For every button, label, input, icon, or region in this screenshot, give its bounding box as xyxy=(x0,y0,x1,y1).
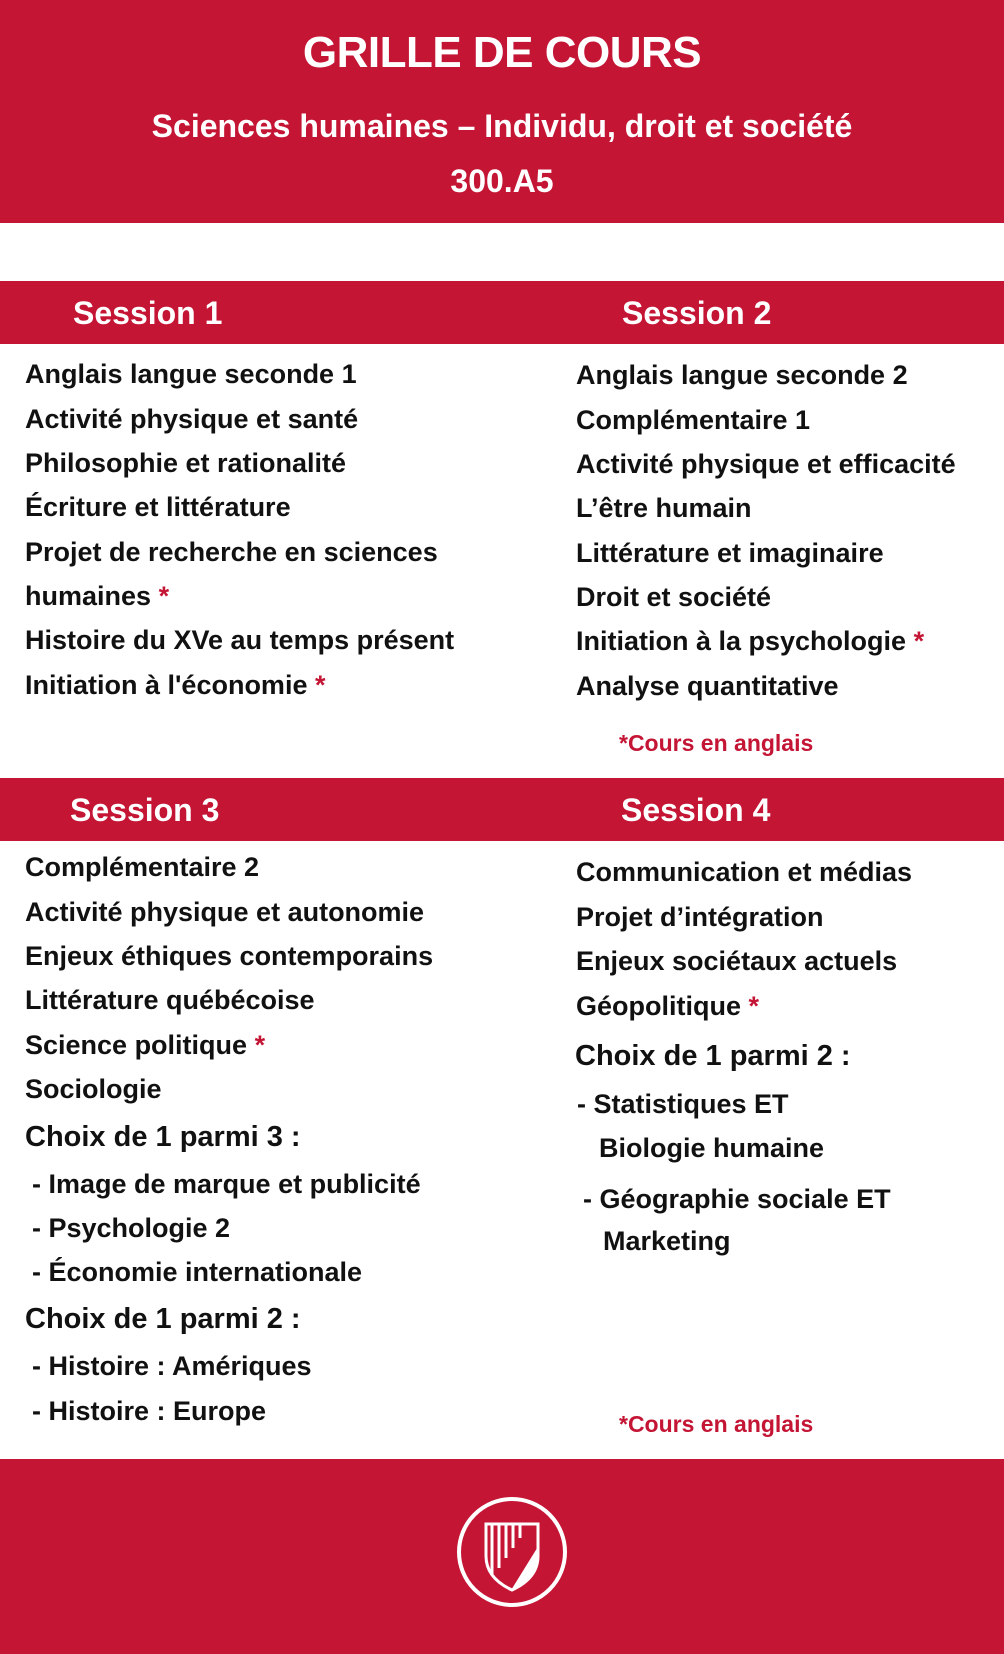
choice-option: - Économie internationale xyxy=(32,1257,363,1287)
english-course-marker: * xyxy=(748,991,760,1021)
session-4-heading: Session 4 xyxy=(621,792,771,828)
session-band-1-2 xyxy=(0,281,1004,344)
course-item xyxy=(25,581,169,612)
header-banner xyxy=(0,0,1004,223)
session-band-3-4 xyxy=(0,778,1004,841)
session-1-heading: Session 1 xyxy=(73,295,223,331)
course-item: Communication et médias xyxy=(576,857,913,887)
choice-option: - Histoire : Amériques xyxy=(32,1351,312,1381)
choice-option: Biologie humaine xyxy=(599,1133,825,1163)
course-item: Écriture et littérature xyxy=(25,492,291,522)
course-item xyxy=(576,991,759,1022)
course-item: Littérature québécoise xyxy=(25,985,315,1015)
course-item: Anglais langue seconde 2 xyxy=(576,360,908,390)
course-item: L’être humain xyxy=(576,493,752,523)
course-item: Enjeux sociétaux actuels xyxy=(576,946,898,976)
choice-option: - Géographie sociale ET xyxy=(583,1184,891,1214)
course-item-label: Science politique xyxy=(25,1030,248,1060)
page-title: GRILLE DE COURS xyxy=(302,28,702,77)
course-item: Activité physique et efficacité xyxy=(576,449,956,479)
english-course-marker: * xyxy=(254,1030,266,1060)
choice-option: - Statistiques ET xyxy=(577,1089,789,1119)
course-item: Droit et société xyxy=(576,582,772,612)
course-item: Activité physique et santé xyxy=(25,404,359,434)
program-name: Sciences humaines – Individu, droit et société xyxy=(151,108,853,144)
shield-logo-icon xyxy=(456,1496,568,1608)
choice-option: - Image de marque et publicité xyxy=(32,1169,421,1199)
choice-heading: Choix de 1 parmi 2 : xyxy=(575,1040,851,1072)
english-course-marker: * xyxy=(314,670,326,700)
course-item xyxy=(576,626,924,657)
course-item: Complémentaire 1 xyxy=(576,405,811,435)
english-courses-note: *Cours en anglais xyxy=(619,730,814,756)
choice-heading: Choix de 1 parmi 3 : xyxy=(25,1121,301,1153)
program-code: 300.A5 xyxy=(450,163,554,199)
english-courses-note: *Cours en anglais xyxy=(619,1411,814,1437)
english-course-marker: * xyxy=(158,581,170,611)
course-item: Projet d’intégration xyxy=(576,902,824,932)
course-item-label: Initiation à la psychologie xyxy=(576,626,907,656)
course-item: Complémentaire 2 xyxy=(25,852,260,882)
course-item xyxy=(25,670,326,701)
footer-banner xyxy=(0,1459,1004,1654)
course-item: Anglais langue seconde 1 xyxy=(25,359,357,389)
course-item: Littérature et imaginaire xyxy=(576,538,884,568)
course-item: Philosophie et rationalité xyxy=(25,448,347,478)
course-item xyxy=(25,1030,265,1061)
course-item-label: Géopolitique xyxy=(576,991,741,1021)
english-course-marker: * xyxy=(913,626,925,656)
session-3-heading: Session 3 xyxy=(70,792,220,828)
choice-option: - Psychologie 2 xyxy=(32,1213,231,1243)
course-item: Enjeux éthiques contemporains xyxy=(25,941,434,971)
course-item: Sociologie xyxy=(25,1074,162,1104)
course-item: Analyse quantitative xyxy=(576,671,839,701)
course-item: Activité physique et autonomie xyxy=(25,897,425,927)
choice-option: - Histoire : Europe xyxy=(32,1396,267,1426)
choice-option: Marketing xyxy=(603,1226,731,1256)
course-item-label: humaines xyxy=(25,581,152,611)
course-item: Projet de recherche en sciences xyxy=(25,537,438,567)
choice-heading: Choix de 1 parmi 2 : xyxy=(25,1303,301,1335)
course-item-label: Initiation à l'économie xyxy=(25,670,308,700)
course-item: Histoire du XVe au temps présent xyxy=(25,625,455,655)
session-2-heading: Session 2 xyxy=(622,295,772,331)
